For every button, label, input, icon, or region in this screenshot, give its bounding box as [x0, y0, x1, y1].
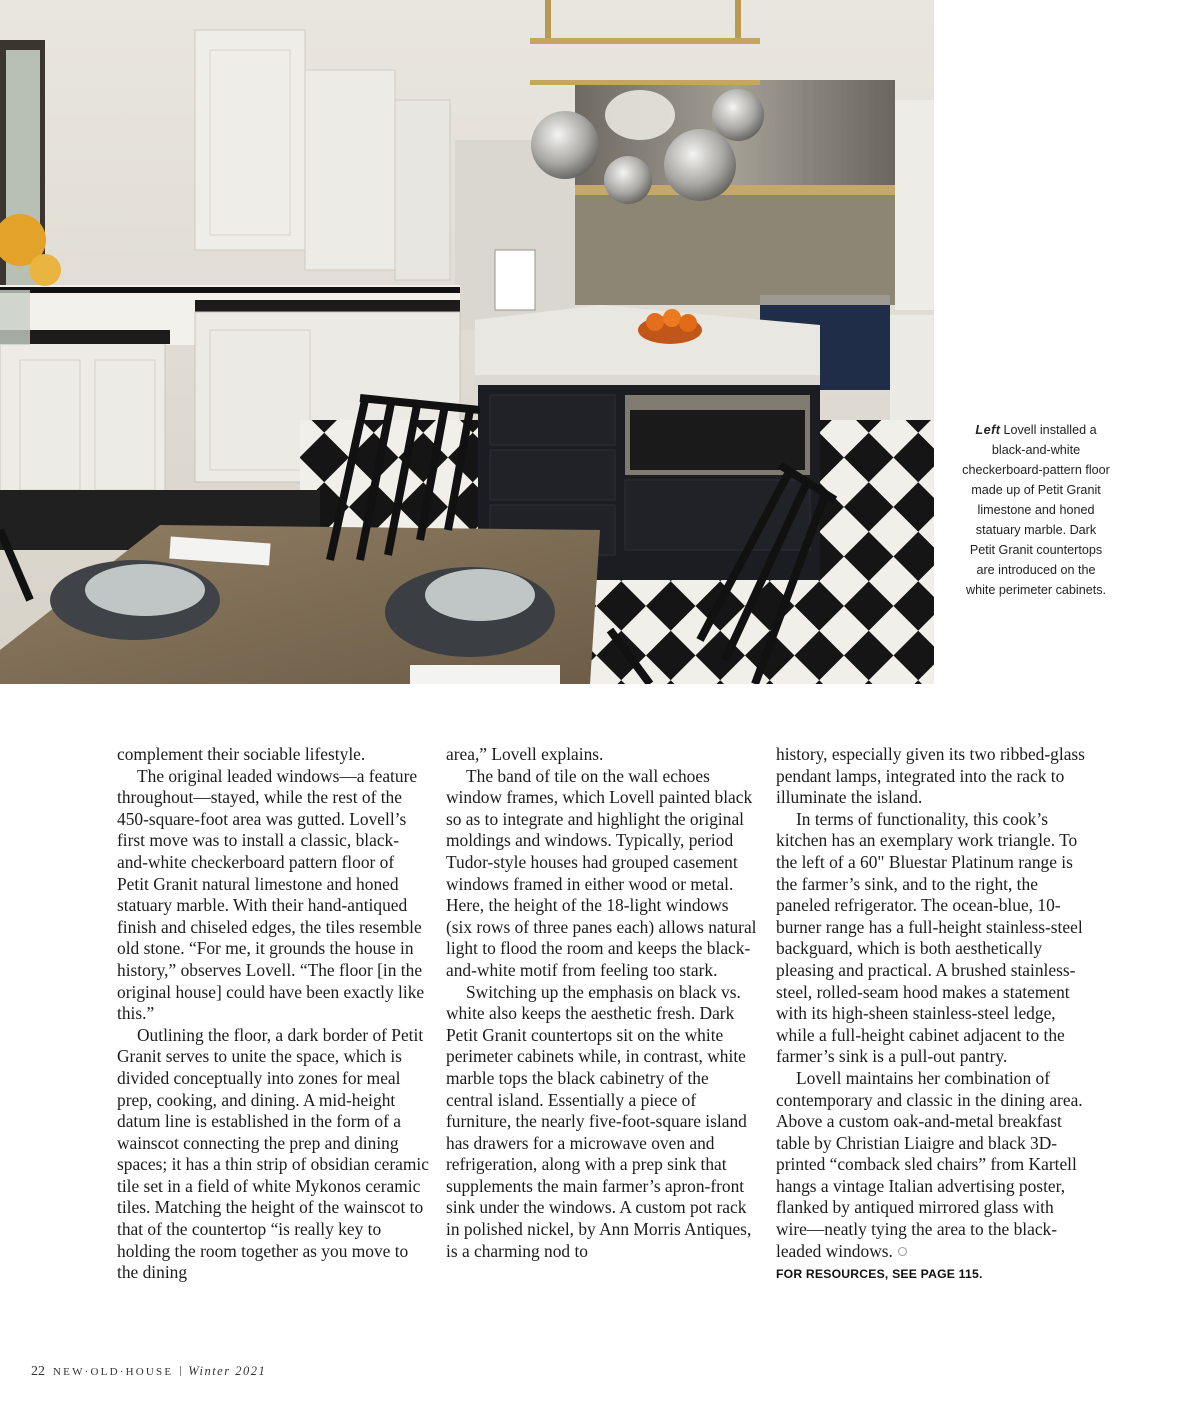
- page-footer: [31, 1364, 266, 1380]
- article-column-2: [446, 744, 758, 1262]
- paragraph: Outlining the floor, a dark border of Petit Granit serves to unite the space, which is divided conceptually into zones for meal prep, cooking, and dining. A mid-height datum line is established in the form of a wainscot connecting the prep and dining spaces; it has a thin strip of obsidian ceramic tile set in a field of white Mykonos ceramic tiles. Matching the height of the wainscot to that of the countertop “is really key to holding the room together as you move to the dining: [117, 1024, 429, 1283]
- paragraph: area,” Lovell explains.: [446, 744, 604, 764]
- magazine-name: NEW·OLD·HOUSE: [53, 1366, 174, 1378]
- paragraph: history, especially given its two ribbed-glass pendant lamps, integrated into the rack to illuminate the island.: [776, 744, 1085, 808]
- paragraph: In terms of functionality, this cook’s kitchen has an exemplary work triangle. To the left of a 60" Bluestar Platinum range is the farmer’s sink, and to the right, the paneled refrigerator. The ocean-blue, 10-burner range has a full-height stainless-steel backguard, which is both aesthetically pleasing and practical. A brushed stainless-steel, rolled-seam hood makes a statement with its high-sheen stainless-steel ledge, while a full-height cabinet adjacent to the farmer’s sink is a pull-out pantry.: [776, 808, 1083, 1067]
- page-number: 22: [31, 1364, 45, 1379]
- photo-caption: [962, 420, 1110, 600]
- article-column-1: [117, 744, 429, 1284]
- paragraph-final: [776, 1068, 1088, 1262]
- article-column-3: [776, 744, 1088, 1286]
- end-mark-icon: [898, 1247, 907, 1256]
- kitchen-photo: [0, 0, 934, 684]
- caption-text: Lovell installed a black-and-white checkerboard-pattern floor made up of Petit Granit limestone and honed statuary marble. Dark Petit Granit countertops are introduced on the white perimeter cabinets.: [962, 423, 1110, 597]
- resources-period: .: [978, 1267, 983, 1282]
- paragraph: complement their sociable lifestyle.: [117, 744, 366, 764]
- paragraph: The band of tile on the wall echoes window frames, which Lovell painted black so as to integrate and highlight the original moldings and windows. Typically, period Tudor-style houses had grouped casement windows framed in either wood or metal. Here, the height of the 18-light windows (six rows of three panes each) allows natural light to flood the room and keeps the black-and-white motif from feeling too stark.: [446, 765, 757, 980]
- caption-lead: Left: [975, 423, 1001, 437]
- kitchen-photo-illustration: [0, 0, 934, 684]
- resources-text: FOR RESOURCES, SEE PAGE 115: [776, 1267, 979, 1282]
- paragraph: Switching up the emphasis on black vs. white also keeps the aesthetic fresh. Dark Petit Granit countertops sit on the white perimeter cabinets while, in contrast, white marble tops the black cabinetry of the central island. Essentially a piece of furniture, the nearly five-foot-square island has drawers for a microwave oven and refrigeration, along with a prep sink that supplements the main farmer’s apron-front sink under the windows. A custom pot rack in polished nickel, by Ann Morris Antiques, is a charming nod to: [446, 981, 752, 1261]
- footer-divider: [180, 1366, 181, 1376]
- resources-note: [776, 1264, 1088, 1286]
- paragraph: The original leaded windows—a feature throughout—stayed, while the rest of the 450-square-foot area was gutted. Lovell’s first move was to install a classic, black-and-white checkerboard pattern floor of Petit Granit natural limestone and honed statuary marble. With their hand-antiqued finish and chiseled edges, the tiles resemble old stone. “For me, it grounds the house in history,” observes Lovell. “The floor [in the original house] could have been exactly like this.”: [117, 765, 425, 1024]
- paragraph-text: Lovell maintains her combination of contemporary and classic in the dining area. Above a custom oak-and-metal breakfast table by Christian Liaigre and black 3D-printed “comback sled chairs” from Kartell hangs a vintage Italian advertising poster, flanked by antiqued mirrored glass with wire—neatly tying the area to the black-leaded windows.: [776, 1067, 1083, 1261]
- issue-date: Winter 2021: [188, 1364, 267, 1378]
